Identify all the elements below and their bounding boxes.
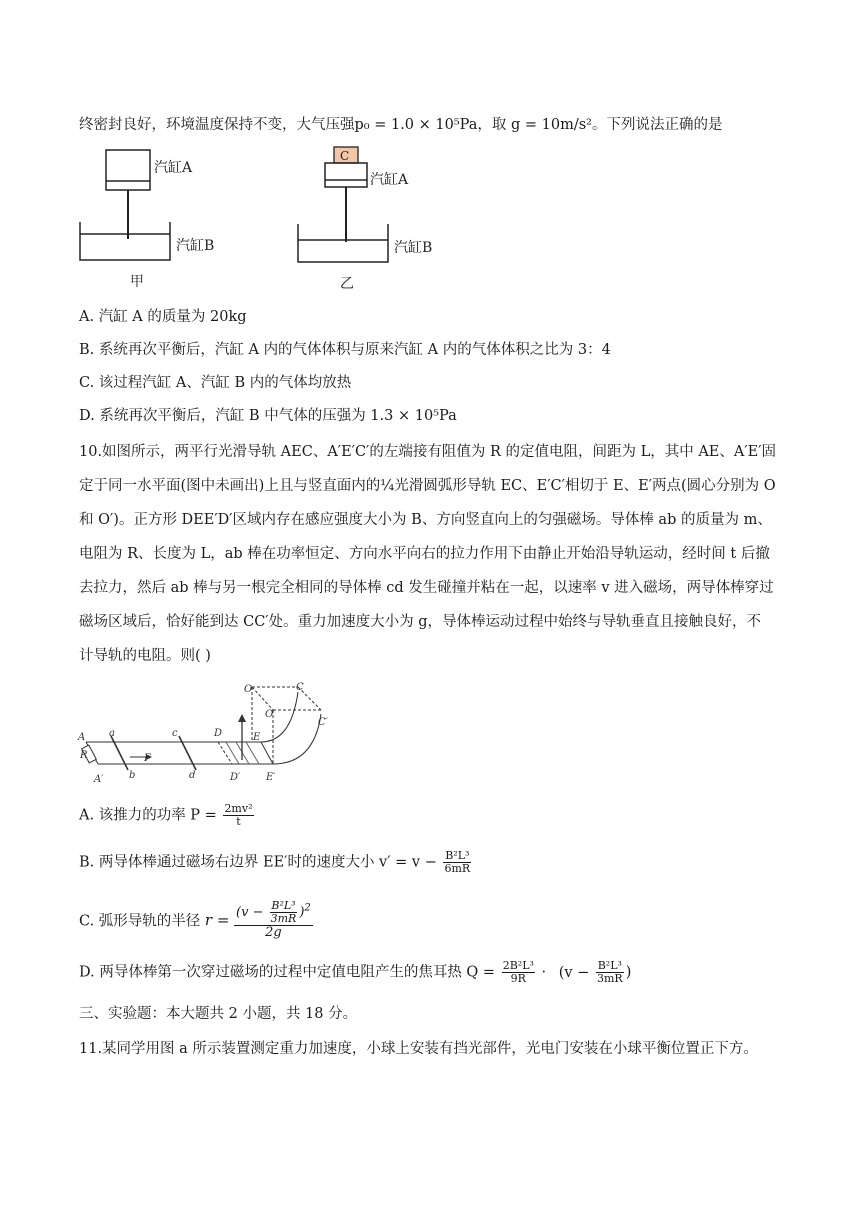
q10-line-5: 去拉力，然后 ab 棒与另一根完全相同的导体棒 cd 发生碰撞并粘在一起，以速率 v 进入磁场，两导体棒穿过 (79, 580, 774, 596)
label-A: A (78, 732, 86, 743)
section-3-heading: 三、实验题：本大题共 2 小题，共 18 分。 (79, 1006, 358, 1022)
label-D: D (214, 728, 223, 739)
label-cylinder-b-right: 汽缸B (394, 240, 433, 256)
label-E-prime: E′ (266, 772, 276, 783)
q9-option-c: C. 该过程汽缸 A、汽缸 B 内的气体均放热 (79, 375, 352, 391)
caption-right: 乙 (340, 276, 354, 292)
label-F: F (144, 753, 151, 764)
label-cylinder-b-left: 汽缸B (176, 238, 215, 254)
q10-option-a: A. 该推力的功率 P = $\frac{\text{2mv²}}{t}$ (79, 802, 253, 828)
figure-rails (76, 680, 346, 792)
label-R: R (80, 750, 88, 761)
cylinder-b-right (298, 224, 388, 262)
label-b: b (129, 770, 136, 781)
q10-line-7: 计导轨的电阻。则( ) (79, 648, 211, 664)
cylinder-a-right (325, 163, 367, 187)
q9-option-d: D. 系统再次平衡后，汽缸 B 中气体的压强为 1.3 × 10⁵Pa (79, 408, 457, 424)
intro-line: 终密封良好，环境温度保持不变，大气压强p₀ = 1.0 × 10⁵Pa，取 g = 10m/s²。下列说法正确的是 (79, 117, 723, 133)
label-a: a (109, 728, 115, 739)
label-C-prime: C′ (318, 717, 328, 728)
label-D-prime: D′ (230, 772, 241, 783)
q10-option-c: C. 弧形导轨的半径 r = (v − $\frac{\text{B²L³}}{3mR}$ )$^2$ 2g (79, 899, 311, 940)
q10-option-b: B. 两导体棒通过磁场右边界 EE′时的速度大小 v′ = v − $\frac{\text{B²L³}}{6mR}$ (79, 849, 471, 875)
figure-cylinders (76, 142, 456, 292)
q10-line-6: 磁场区域后，恰好能到达 CC′处。重力加速度大小为 g，导体棒运动过程中始终与导轨垂直且接触良好，不 (79, 614, 761, 630)
caption-left: 甲 (130, 274, 144, 290)
label-O: O (244, 684, 253, 695)
label-c: C (340, 149, 350, 163)
cylinder-b-left (80, 222, 170, 260)
q11-line: 11.某同学用图 a 所示装置测定重力加速度，小球上安装有挡光部件，光电门安装在小球平衡位置正下方。 (79, 1041, 758, 1057)
label-A-prime: A′ (94, 774, 104, 785)
q10-line-2: 定于同一水平面(图中未画出)上且与竖直面内的¼光滑圆弧形导轨 EC、E′C′相切于 E、E′两点(圆心分别为 O (79, 478, 776, 494)
label-cylinder-a-right: 汽缸A (370, 172, 409, 188)
q10-line-4: 电阻为 R、长度为 L，ab 棒在功率恒定、方向水平向右的拉力作用下由静止开始沿导轨运动，经时间 t 后撤 (79, 546, 770, 562)
label-d: d (189, 770, 196, 781)
q10-line-3: 和 O′)。正方形 DEE′D′区域内存在感应强度大小为 B、方向竖直向上的匀强磁场。导体棒 ab 的质量为 m、 (79, 512, 772, 528)
label-C: C (296, 682, 304, 693)
q9-option-a: A. 汽缸 A 的质量为 20kg (79, 309, 247, 325)
q9-option-b: B. 系统再次平衡后，汽缸 A 内的气体体积与原来汽缸 A 内的气体体积之比为 3：4 (79, 342, 611, 358)
label-O-prime: O′ (265, 709, 276, 720)
cylinder-a-left (106, 150, 150, 190)
label-c: c (172, 728, 178, 739)
label-E: E (253, 732, 261, 743)
q10-line-1: 10.如图所示，两平行光滑导轨 AEC、A′E′C′的左端接有阻值为 R 的定值电阻，间距为 L，其中 AE、A′E′固 (79, 444, 777, 460)
q10-option-d: D. 两导体棒第一次穿过磁场的过程中定值电阻产生的焦耳热 Q = $\frac{\text{2B²L³}}{9R}$ · (v − $\frac{\text{B²L³}}{3mR}$ ) (79, 959, 632, 985)
label-cylinder-a-left: 汽缸A (154, 160, 193, 176)
